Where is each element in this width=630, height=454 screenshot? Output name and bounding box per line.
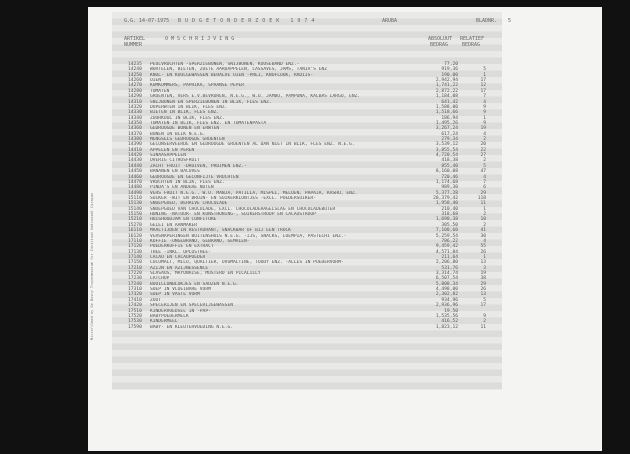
omschrijving: MENGSELS GEDROOGDE GROENTEN (150, 137, 225, 143)
omschrijving: ZACHT FRUIT -DRUIVEN, PRUIMEN ENZ.- (150, 163, 247, 169)
relatief-bedrag: 4 (483, 99, 486, 105)
relatief-bedrag: 5 (483, 163, 486, 169)
relatief-bedrag: 17 (480, 78, 486, 84)
artikel-nummer: 17240 (128, 281, 142, 287)
artikel-nummer: 17410 (128, 297, 142, 303)
artikel-nummer: 17220 (128, 271, 142, 277)
omschrijving: SNOEPGOED, BEHALVE CHOCOLADE (150, 201, 228, 207)
relatief-bedrag: 4 (483, 174, 486, 180)
absoluut-bedrag: 5,377,28 (435, 190, 458, 196)
artikel-nummer: 14380 (128, 137, 142, 143)
omschrijving: COCOMALT, MILO, QUALTIER, OVOMALTINE, TOODY ENZ. -ALLES IN POEDERVORM- (150, 260, 344, 266)
absoluut-bedrag: 1,588,00 (435, 104, 458, 110)
absoluut-bedrag: 3,314,74 (435, 271, 458, 277)
omschrijving: CACAO EN CACAOPOEDER (150, 254, 206, 260)
absoluut-bedrag: 786,22 (441, 238, 458, 244)
report-title: B U D G E T O N D E R Z O E K 1 9 7 4 (178, 18, 315, 24)
absoluut-bedrag: 186,94 (441, 115, 458, 121)
omschrijving: ZOUT (150, 297, 162, 303)
relatief-bedrag: 17 (480, 88, 486, 94)
absoluut-bedrag: 9,459,42 (435, 244, 458, 250)
artikel-nummer: 17130 (128, 249, 142, 255)
omschrijving: BANANEN EN BACOVES (150, 169, 200, 175)
absoluut-bedrag: 318,68 (441, 212, 458, 218)
microfilm-note: Microfilmed by De Bosny Tropenmuseum for Instituut Nationaal Curaçao (90, 192, 94, 340)
absoluut-bedrag: 4,498,00 (435, 287, 458, 293)
relatief-bedrag: 3 (483, 265, 486, 271)
absoluut-bedrag: 190,00 (441, 72, 458, 78)
artikel-nummer: 14310 (128, 99, 142, 105)
relatief-bedrag: 7 (483, 94, 486, 100)
table-row (0, 325, 630, 330)
absoluut-bedrag: 416,52 (441, 319, 458, 325)
absoluut-bedrag: 279,34 (441, 137, 458, 143)
absoluut-bedrag: 5,008,34 (435, 281, 458, 287)
absoluut-bedrag: 989,30 (441, 185, 458, 191)
omschrijving: APPELEN EN PEREN (150, 147, 195, 153)
artikel-nummer: 15210 (128, 217, 142, 223)
omschrijving: GEDROOGDE BONEN EN ERWTEN (150, 126, 220, 132)
artikel-nummer: 17230 (128, 276, 142, 282)
relatief-bedrag: 2 (483, 158, 486, 164)
col-absoluut-bedrag: BEDRAG (430, 42, 449, 48)
omschrijving: GEDROOGDE EN GECONFIJTE VRUCHTEN (150, 174, 239, 180)
artikel-nummer: 17310 (128, 287, 142, 293)
artikel-nummer: 14250 (128, 72, 142, 78)
artikel-nummer: 14320 (128, 104, 142, 110)
page-number: 5 (508, 18, 512, 24)
absoluut-bedrag: 211,64 (441, 254, 458, 260)
omschrijving: DOPERWTEN IN BLIK, FLES ENZ. (150, 104, 228, 110)
relatief-bedrag: 27 (480, 153, 486, 159)
absoluut-bedrag: 2,942,94 (435, 78, 458, 84)
relatief-bedrag: 9 (483, 120, 486, 126)
artikel-nummer: 14390 (128, 142, 142, 148)
artikel-nummer: 14240 (128, 67, 142, 73)
absoluut-bedrag: 617,24 (441, 131, 458, 137)
artikel-nummer: 14420 (128, 153, 142, 159)
artikel-nummer: 17590 (128, 324, 142, 330)
omschrijving: TOMATEN IN BLIK, FLES ENZ. EN TOMATENPASTA (150, 120, 267, 126)
relatief-bedrag: 9 (483, 104, 486, 110)
absoluut-bedrag: 855,40 (441, 163, 458, 169)
artikel-nummer: 14330 (128, 110, 142, 116)
relatief-bedrag: 11 (480, 324, 486, 330)
omschrijving: BABY- EN KLEUTERVOEDING N.E.G. (150, 324, 233, 330)
omschrijving: VERS FRUIT N.E.G., W.O. MANJA, PATILLA, MISPEL, MELOEN, PAPAJA, KASHU, ENZ. (150, 190, 358, 196)
relatief-bedrag: 5 (483, 297, 486, 303)
relatief-bedrag: 4 (483, 238, 486, 244)
relatief-bedrag: 12 (480, 83, 486, 89)
artikel-nummer: 14350 (128, 120, 142, 126)
relatief-bedrag: 29 (480, 190, 486, 196)
relatief-bedrag: 1 (483, 206, 486, 212)
artikel-nummer: 17510 (128, 308, 142, 314)
absoluut-bedrag: 1,184,08 (435, 94, 458, 100)
omschrijving: OVERIG CITRUSFRUIT (150, 158, 200, 164)
absoluut-bedrag: 418,38 (441, 158, 458, 164)
relatief-bedrag: 19 (480, 271, 486, 277)
absoluut-bedrag: 919,36 (441, 67, 458, 73)
absoluut-bedrag: 19,50 (444, 308, 458, 314)
omschrijving: BABYPOEDERMELK (150, 313, 189, 319)
omschrijving: POEDERKOFFIE EN EXTRACT (150, 244, 214, 250)
absoluut-bedrag: 1,690,38 (435, 217, 458, 223)
relatief-bedrag: 2 (483, 319, 486, 325)
relatief-bedrag: 9 (483, 110, 486, 116)
absoluut-bedrag: 641,42 (441, 99, 458, 105)
omschrijving: BONEN IN BLIK N.E.G. (150, 131, 206, 137)
relatief-bedrag: 30 (480, 233, 486, 239)
report-date: G.G. 14-07-1975 (124, 18, 170, 24)
absoluut-bedrag: 3,539,12 (435, 142, 458, 148)
absoluut-bedrag: 8,160,08 (435, 169, 458, 175)
omschrijving: SNOEPGOED VAN CHOCOLADE, EXCL. CHOCOLADEHAGELSLAG EN CHOCOLADEBOTER (150, 206, 336, 212)
relatief-bedrag: 47 (480, 169, 486, 175)
col-nummer: NUMMER (124, 42, 143, 48)
omschrijving: AZIJN EN AZIJNESSENCE (150, 265, 209, 271)
absoluut-bedrag: 6,507,54 (435, 276, 458, 282)
relatief-bedrag: 7 (483, 179, 486, 185)
omschrijving: CATCHUP (150, 276, 170, 282)
omschrijving: UIEN (150, 78, 162, 84)
omschrijving: SLASAUS, MAYONAISE, MOSTERD EN PICALILLY (150, 271, 261, 277)
col-relatief-bedrag: BEDRAG (462, 42, 481, 48)
omschrijving: HUISHOUDJAM EN CONFITURE (150, 217, 217, 223)
artikel-nummer: 14460 (128, 174, 142, 180)
omschrijving: THEE -INKL. OPLOSTHEE- (150, 249, 211, 255)
absoluut-bedrag: 720,46 (441, 174, 458, 180)
page-label: BLADNR. (476, 18, 498, 24)
omschrijving: PEULVRUCHTEN -SPERZIEBONEN, SNIJBONEN, KOUSEBAND ENZ.- (150, 62, 300, 67)
artikel-nummer: 16120 (128, 233, 142, 239)
relatief-bedrag: 1 (483, 254, 486, 260)
artikel-nummer: 14480 (128, 185, 142, 191)
absoluut-bedrag: 4,571,84 (435, 249, 458, 255)
artikel-nummer: 14360 (128, 126, 142, 132)
relatief-bedrag: 118 (477, 195, 486, 201)
omschrijving: VRUCHTEN IN BLIK, FLES ENZ. (150, 179, 225, 185)
relatief-bedrag: 1 (483, 72, 486, 78)
artikel-nummer: 15130 (128, 201, 142, 207)
artikel-nummer: 14470 (128, 179, 142, 185)
artikel-nummer: 14235 (128, 62, 142, 67)
col-absoluut: ABSOLUUT (428, 36, 453, 42)
absoluut-bedrag: 3,855,54 (435, 147, 458, 153)
artikel-nummer: 15270 (128, 222, 142, 228)
omschrijving: KNOL- EN KOOLGEWASSEN BEHALVE UIEN -PREI, KNOFLOOK, RADIJS- (150, 72, 314, 78)
relatief-bedrag: 19 (480, 126, 486, 132)
relatief-bedrag: 26 (480, 287, 486, 293)
artikel-nummer: 15110 (128, 195, 142, 201)
artikel-nummer: 14450 (128, 169, 142, 175)
artikel-nummer: 14430 (128, 158, 142, 164)
omschrijving: WORTELEN, BIETEN, ZOETE AARDAPPELEN, CASSAVES, JAMS, TANIA'S ENZ (150, 67, 328, 73)
absoluut-bedrag: 1,518,66 (435, 110, 458, 116)
relatief-bedrag: 9 (483, 313, 486, 319)
artikel-nummer: 15150 (128, 212, 142, 218)
omschrijving: VERSNAPERINGEN BUITENSHUIS N.E.G. -IJS, SNACKS, LOEMPIA, PASTECHI ENZ.- (150, 233, 347, 239)
omschrijving: KINDERVOEDSEL IN -PAP- (150, 308, 211, 314)
absoluut-bedrag: 1,958,40 (435, 201, 458, 207)
absoluut-bedrag: 1,535,56 (435, 313, 458, 319)
artikel-nummer: 15140 (128, 206, 142, 212)
artikel-nummer: 17520 (128, 313, 142, 319)
artikel-nummer: 14290 (128, 94, 142, 100)
absoluut-bedrag: 1,741,22 (435, 83, 458, 89)
data-table (0, 62, 630, 330)
artikel-nummer: 14410 (128, 147, 142, 153)
relatief-bedrag: 6 (483, 185, 486, 191)
absoluut-bedrag: 2,872,22 (435, 88, 458, 94)
omschrijving: KOFFIE -ONGEBRAND, GEBRAND, GEMALEN- (150, 238, 250, 244)
relatief-bedrag: 1 (483, 115, 486, 121)
absoluut-bedrag: 5,259,54 (435, 233, 458, 239)
relatief-bedrag: 20 (480, 142, 486, 148)
absoluut-bedrag: 210,40 (441, 206, 458, 212)
omschrijving: GECONSERVEERDE EN GEDROOGDE GROENTEN AL DAN NIET IN BLIK, FLES ENZ. N.E.G. (150, 142, 355, 148)
artikel-nummer: 14280 (128, 88, 142, 94)
relatief-bedrag: 2 (483, 137, 486, 143)
omschrijving: SPECERIJEN EN SPECERIJGEWASSEN (150, 303, 233, 309)
artikel-nummer: 14270 (128, 83, 142, 89)
relatief-bedrag: 41 (480, 228, 486, 234)
report-region: ARUBA (382, 18, 398, 24)
relatief-bedrag: 13 (480, 292, 486, 298)
omschrijving: ZUURKOOL IN BLIK, FLES ENZ. (150, 115, 225, 121)
omschrijving: SOEP IN VLOEIBARE VORM (150, 287, 211, 293)
absoluut-bedrag: 2,302,82 (435, 292, 458, 298)
artikel-nummer: 17120 (128, 244, 142, 250)
artikel-nummer: 17420 (128, 303, 142, 309)
relatief-bedrag: 5 (483, 67, 486, 73)
relatief-bedrag: 2 (483, 222, 486, 228)
omschrijving: KINDERMEEL (150, 319, 178, 325)
absoluut-bedrag: 1,174,68 (435, 179, 458, 185)
omschrijving: PINDA'S EN ANDERE NOTEN (150, 185, 214, 191)
artikel-nummer: 16110 (128, 228, 142, 234)
artikel-nummer: 17320 (128, 292, 142, 298)
omschrijving: SINAASAPPELEN (150, 153, 186, 159)
absoluut-bedrag: 4,720,54 (435, 153, 458, 159)
absoluut-bedrag: 934,96 (441, 297, 458, 303)
absoluut-bedrag: 7,100,60 (435, 228, 458, 234)
relatief-bedrag: 38 (480, 276, 486, 282)
relatief-bedrag: 2 (483, 212, 486, 218)
relatief-bedrag: 55 (480, 244, 486, 250)
omschrijving: KOMKOMMERS, PAPRIKA, SPAANSE PEPER (150, 83, 245, 89)
relatief-bedrag: 10 (480, 217, 486, 223)
artikel-nummer: 17110 (128, 238, 142, 244)
omschrijving: MAALTIJDEN IN RESTAURANT, SNACKBAR OF BIJ EEN TRUCK (150, 228, 292, 234)
absoluut-bedrag: 20,379,42 (433, 195, 458, 201)
relatief-bedrag: 26 (480, 249, 486, 255)
absoluut-bedrag: 305,50 (441, 222, 458, 228)
artikel-nummer: 17150 (128, 260, 142, 266)
artikel-nummer: 14490 (128, 190, 142, 196)
omschrijving: BOUILLONBLOKJES EN SAUZEN N.E.G. (150, 281, 239, 287)
artikel-nummer: 17530 (128, 319, 142, 325)
artikel-nummer: 14260 (128, 78, 142, 84)
artikel-nummer: 14340 (128, 115, 142, 121)
artikel-nummer: 17140 (128, 254, 142, 260)
omschrijving: SOEP IN VASTE VORM (150, 292, 200, 298)
omschrijving: TOMATEN (150, 88, 170, 94)
omschrijving: GELEI EN AANMAKER (150, 222, 198, 228)
relatief-bedrag: 22 (480, 147, 486, 153)
artikel-nummer: 17210 (128, 265, 142, 271)
omschrijving: GROENTEN, VERS E.V.BEVROREN, N.E.G., W.O. JAMBO, PAMPUNA, KALBAS LARGU, ENZ. (150, 94, 361, 100)
artikel-nummer: 14440 (128, 163, 142, 169)
absoluut-bedrag: 2,936,96 (435, 303, 458, 309)
absoluut-bedrag: 1,495,26 (435, 120, 458, 126)
col-relatief: RELATIEF (460, 36, 485, 42)
relatief-bedrag: 29 (480, 281, 486, 287)
relatief-bedrag: 17 (480, 303, 486, 309)
col-artikel: ARTIKEL (124, 36, 146, 42)
relatief-bedrag: 4 (483, 131, 486, 137)
absoluut-bedrag: 77,20 (444, 62, 458, 67)
omschrijving: BIETEN IN BLIK, FLES ENZ. (150, 110, 220, 116)
col-omschrijving: O M S C H R I J V I N G (165, 36, 235, 42)
absoluut-bedrag: 531,76 (441, 265, 458, 271)
absoluut-bedrag: 2,206,80 (435, 260, 458, 266)
omschrijving: SUIKER -WIT EN BRUIN- EN SUIKERKLONTJES -EXCL. POEDERSUIKER- (150, 195, 316, 201)
absoluut-bedrag: 1,823,12 (435, 324, 458, 330)
absoluut-bedrag: 3,267,24 (435, 126, 458, 132)
omschrijving: HONING -NATUUR- EN KUNSTHONING-, SUIKERSTROOP EN CACAOSTROOP (150, 212, 316, 218)
relatief-bedrag: 11 (480, 201, 486, 207)
relatief-bedrag: 13 (480, 260, 486, 266)
omschrijving: SNIJBONEN EN SPERZIEBONEN IN BLIK, FLES ENZ. (150, 99, 272, 105)
artikel-nummer: 14370 (128, 131, 142, 137)
